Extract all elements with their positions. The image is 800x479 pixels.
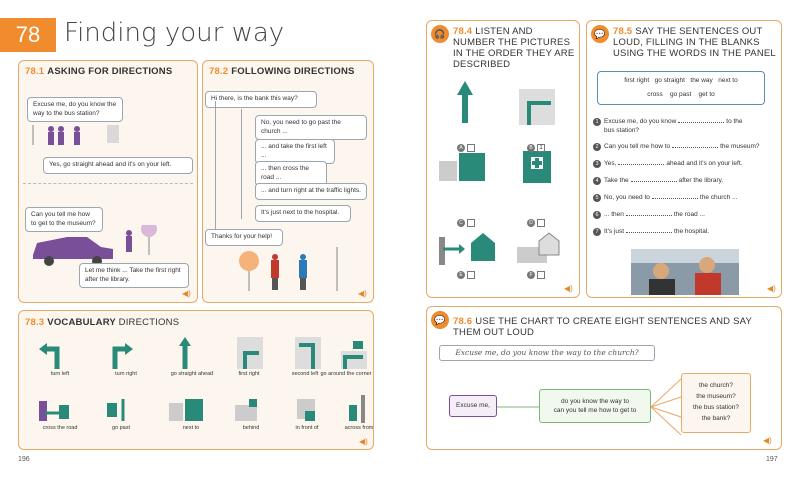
answer-b[interactable] (527, 144, 545, 152)
house-behind-icon (517, 233, 559, 263)
cross-road-icon (39, 401, 69, 421)
unit-title: Finding your way (64, 18, 285, 48)
sentence-text: ahead and it's on your left. (666, 160, 743, 167)
across-from-icon (349, 395, 369, 423)
audio-icon[interactable]: ◀) (182, 289, 191, 298)
bracket-line (215, 101, 225, 231)
exercise-78-6-panel (426, 306, 782, 450)
direction-icons-row-1 (39, 337, 369, 371)
letter-b: B (527, 144, 535, 152)
sentence-text: the church ... (699, 194, 738, 201)
chart-end-option: the museum? (696, 393, 736, 400)
sentence-number: 7 (593, 228, 601, 236)
sentence-text: Excuse me, do you know (604, 118, 677, 125)
vocab-label: first right (238, 371, 260, 377)
page-number-right: 197 (766, 456, 778, 463)
blank-field[interactable] (618, 164, 664, 165)
blank-field[interactable] (652, 198, 698, 199)
two-people-illustration (233, 247, 353, 295)
sentence-6 (593, 210, 705, 219)
around-corner-icon (341, 341, 367, 369)
chart-start-box: Excuse me, (449, 395, 497, 417)
word-option: go straight (654, 77, 685, 84)
speech-bubble: Excuse me, do you know the way to the bus station? (27, 97, 123, 122)
answer-d[interactable] (527, 219, 545, 227)
vocab-label: in front of (295, 425, 319, 431)
first-right-icon (237, 337, 263, 369)
sentence-number: 4 (593, 177, 601, 185)
letter-c: C (457, 219, 465, 227)
audio-icon[interactable]: ◀) (767, 284, 776, 293)
word-option: cross (647, 91, 663, 98)
straight-arrow-icon (457, 81, 473, 123)
exercise-number: 78.1 (25, 66, 45, 77)
road-first-right-icon (519, 89, 555, 125)
unit-number-badge: 78 (0, 18, 56, 52)
vocab-label: turn left (50, 371, 70, 377)
speech-bubble: No, you need to go past the church ... (255, 115, 367, 140)
exercise-78-2-panel (202, 60, 374, 303)
answer-e[interactable] (457, 271, 475, 279)
exercise-number: 78.4 (453, 26, 473, 37)
answer-b-value: 1 (537, 144, 545, 152)
exercise-78-4-pictures (439, 81, 569, 281)
audio-icon[interactable]: ◀) (564, 284, 573, 293)
vocab-label: across from (344, 425, 374, 431)
exercise-number: 78.5 (613, 26, 633, 37)
chart-end-option: the church? (699, 382, 733, 389)
sentence-text: the museum? (720, 143, 760, 150)
exercise-title: USE THE CHART TO CREATE EIGHT SENTENCES AND SAY THEM OUT LOUD (453, 316, 752, 338)
speech-bubble: Yes, go straight ahead and it's on your left. (43, 157, 193, 174)
chart-middle-option: do you know the way to (561, 398, 629, 405)
example-sentence: Excuse me, do you know the way to the church? (439, 345, 655, 361)
exercise-78-1-panel (18, 60, 198, 303)
driver-asking-directions-photo (631, 249, 739, 295)
speech-icon: 💬 (591, 25, 609, 43)
exercise-78-4-header (453, 26, 575, 70)
chart-end-option: the bank? (701, 415, 731, 422)
exercise-78-5-panel (586, 20, 782, 298)
in-front-of-icon (297, 399, 315, 421)
speech-bubble: ... and turn right at the traffic lights. (255, 183, 367, 200)
speech-icon: 💬 (431, 311, 449, 329)
exercise-title: DIRECTIONS (293, 66, 355, 77)
exercise-78-2-header (209, 66, 355, 77)
speech-bubble: ... and take the first left ... (255, 139, 335, 164)
blank-field[interactable] (678, 122, 724, 123)
vocab-label: next to (182, 425, 200, 431)
sentence-text: Take the (604, 177, 629, 184)
exercise-title-bold: ASKING FOR (47, 66, 109, 77)
sentence-text: No, you need to (604, 194, 650, 201)
letter-f: F (527, 271, 535, 279)
sentence-text: ... then (604, 211, 624, 218)
sentence-text: the road ... (673, 211, 705, 218)
letter-a: A (457, 144, 465, 152)
exercise-78-5-header (613, 26, 779, 59)
chart-end-option: the bus station? (693, 404, 739, 411)
chart-end-box (681, 373, 751, 433)
sentence-2 (593, 142, 760, 151)
sentence-text: the hospital. (674, 228, 710, 235)
sentence-number: 3 (593, 160, 601, 168)
vocab-label: second left (291, 371, 319, 377)
exercise-number: 78.2 (209, 66, 229, 77)
chart-middle-box (539, 389, 651, 423)
go-past-icon (107, 399, 123, 421)
letter-e: E (457, 271, 465, 279)
exercise-title-bold: VOCABULARY (47, 317, 116, 328)
second-left-icon (295, 337, 321, 369)
exercise-number: 78.3 (25, 317, 45, 328)
audio-icon[interactable]: ◀) (763, 436, 772, 445)
vocab-label: turn right (115, 371, 137, 377)
letter-d: D (527, 219, 535, 227)
audio-icon[interactable]: ◀) (358, 289, 367, 298)
sentence-7 (593, 227, 709, 236)
vocab-label: behind (242, 425, 260, 431)
blank-field[interactable] (626, 232, 672, 233)
blank-field[interactable] (672, 147, 718, 148)
exercise-title-bold: FOLLOWING (231, 66, 292, 77)
speech-bubble: Thanks for your help! (205, 229, 283, 246)
straight-ahead-icon (179, 337, 191, 369)
headphones-icon: 🎧 (431, 25, 449, 43)
vocab-label: cross the road (42, 425, 78, 431)
exercise-number: 78.6 (453, 316, 473, 327)
exercise-78-3-panel (18, 310, 374, 450)
behind-icon (235, 399, 257, 421)
exercise-title: DIRECTIONS (111, 66, 173, 77)
direction-icons-row-2 (39, 395, 369, 423)
speech-bubble: Can you tell me how to get to the museum? (25, 207, 103, 232)
word-panel (597, 71, 765, 105)
sentence-text: Can you tell me how to (604, 143, 671, 150)
word-option: the way (690, 77, 713, 84)
next-to-icon (169, 399, 203, 421)
vocab-label: go past (111, 425, 131, 431)
sentence-1 (593, 117, 779, 135)
sentence-number: 5 (593, 194, 601, 202)
buildings-bank-icon (439, 153, 485, 181)
speech-bubble: Let me think ... Take the first right after the library. (79, 263, 189, 288)
sentence-text: to the (726, 118, 743, 125)
blank-field[interactable] (626, 215, 672, 216)
exercise-78-1-header (25, 66, 172, 77)
exercise-78-6-header (453, 316, 773, 338)
vocab-label: go straight ahead (170, 371, 214, 377)
blank-field[interactable] (631, 181, 677, 182)
speech-bubble: ... then cross the road ... (255, 161, 327, 186)
exercise-title: DIRECTIONS (118, 317, 180, 328)
word-option: get to (698, 91, 715, 98)
sentence-text: bus station? (604, 127, 640, 134)
sentence-5 (593, 193, 737, 202)
audio-icon[interactable]: ◀) (359, 437, 368, 446)
word-option: next to (718, 77, 738, 84)
sentence-text: after the library. (678, 177, 724, 184)
vocab-label: go around the corner (320, 371, 372, 377)
bracket-line (241, 109, 251, 219)
sentence-text: Yes, (604, 160, 617, 167)
sentence-number: 1 (593, 118, 601, 126)
cross-to-house-icon (439, 233, 495, 265)
word-option: go past (669, 91, 692, 98)
page-number-left: 196 (18, 456, 30, 463)
speech-bubble: Hi there, is the bank this way? (205, 91, 317, 108)
sentence-number: 6 (593, 211, 601, 219)
hospital-road-icon (523, 151, 551, 183)
sentence-text: It's just (604, 228, 625, 235)
answer-a[interactable] (457, 144, 475, 152)
exercise-title: LISTEN AND NUMBER THE PICTURES IN THE ORDER THEY ARE DESCRIBED (453, 26, 575, 70)
exercise-78-3-header (25, 317, 179, 328)
answer-f[interactable] (527, 271, 545, 279)
speech-bubble: It's just next to the hospital. (255, 205, 351, 222)
exercise-title: SAY THE SENTENCES OUT LOUD, FILLING IN THE BLANKS USING THE WORDS IN THE PANEL (613, 26, 776, 59)
answer-c[interactable] (457, 219, 475, 227)
word-option: first right (624, 77, 650, 84)
sentence-3 (593, 159, 742, 168)
exercise-78-4-panel (426, 20, 580, 298)
sentence-number: 2 (593, 143, 601, 151)
sentence-4 (593, 176, 723, 185)
turn-right-icon (115, 343, 133, 369)
chart-middle-option: can you tell me how to get to (553, 407, 637, 414)
turn-left-icon (39, 343, 57, 369)
divider (23, 183, 193, 184)
